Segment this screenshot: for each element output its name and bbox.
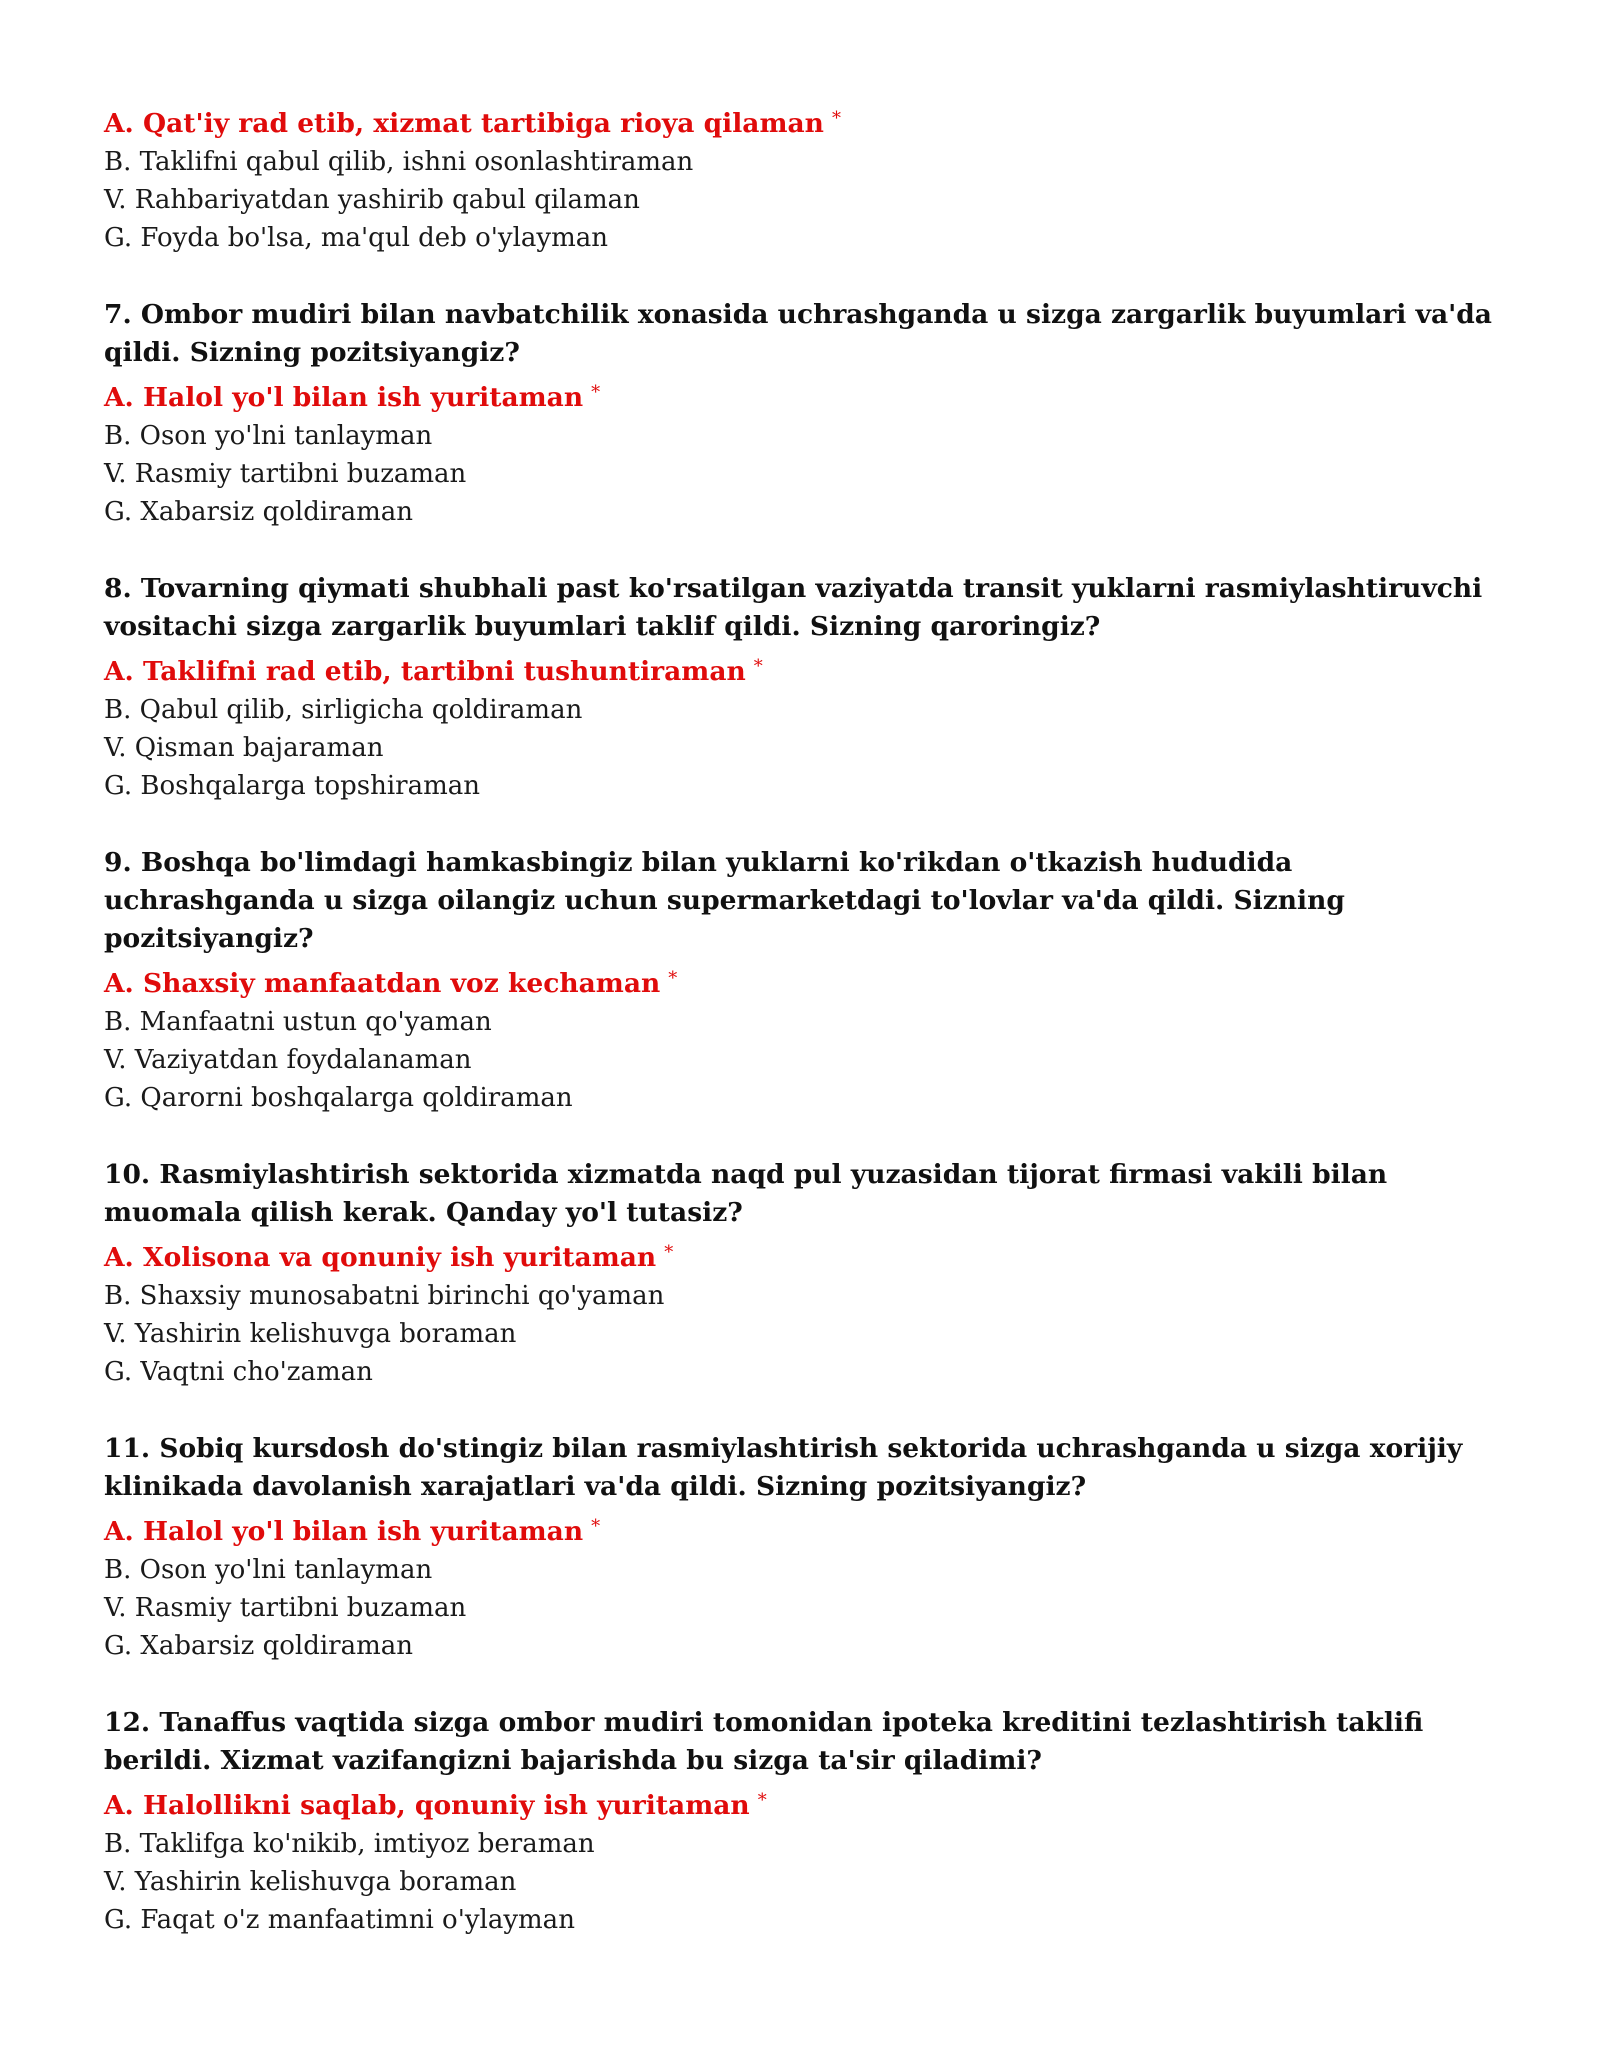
question-block — [104, 844, 1500, 1117]
answer-option: G. Boshqalarga topshiraman — [104, 771, 480, 801]
answer-option: G. Xabarsiz qoldiraman — [104, 497, 413, 527]
spacer — [104, 805, 1500, 844]
answer-text: A. Xolisona va qonuniy ish yuritaman — [104, 1242, 657, 1273]
answer-option: B. Taklifga ko'nikib, imtiyoz beraman — [104, 1829, 595, 1859]
answer-marker: * — [831, 108, 841, 129]
correct-answer — [104, 960, 1500, 1003]
answer-option: G. Xabarsiz qoldiraman — [104, 1631, 413, 1661]
spacer — [104, 1391, 1500, 1430]
question-text: 10. Rasmiylashtirish sektorida xizmatda naqd pul yuzasidan tijorat firmasi vakili bilan muomala qilish kerak. Qanday yo'l tutasiz? — [104, 1159, 1388, 1228]
question-block — [104, 570, 1500, 805]
spacer — [104, 531, 1500, 570]
answer-option: B. Taklifni qabul qilib, ishni osonlashtiraman — [104, 147, 694, 177]
answer-text: A. Qat'iy rad etib, xizmat tartibiga rioya qilaman — [104, 108, 824, 139]
answer-marker: * — [591, 1516, 601, 1537]
answer-option: G. Faqat o'z manfaatimni o'ylayman — [104, 1905, 575, 1935]
top-options-block — [104, 100, 1500, 257]
answer-text: A. Halol yo'l bilan ish yuritaman — [104, 1516, 584, 1547]
correct-answer — [104, 648, 1500, 691]
spacer — [104, 1117, 1500, 1156]
question-text: 12. Tanaffus vaqtida sizga ombor mudiri tomonidan ipoteka kreditini tezlashtirish taklifi berildi. Xizmat vazifangizni bajarishda bu sizga ta'sir qiladimi? — [104, 1707, 1424, 1776]
correct-answer — [104, 100, 1500, 143]
answer-option: B. Oson yo'lni tanlayman — [104, 421, 433, 451]
answer-option: G. Qarorni boshqalarga qoldiraman — [104, 1083, 573, 1113]
answer-text: A. Shaxsiy manfaatdan voz kechaman — [104, 968, 661, 999]
correct-answer — [104, 1782, 1500, 1825]
answer-option: B. Manfaatni ustun qo'yaman — [104, 1007, 492, 1037]
answer-option: V. Rasmiy tartibni buzaman — [104, 459, 467, 489]
answer-option: G. Foyda bo'lsa, ma'qul deb o'ylayman — [104, 223, 608, 253]
answer-text: A. Taklifni rad etib, tartibni tushuntiraman — [104, 656, 746, 687]
spacer — [104, 1665, 1500, 1704]
question-list — [104, 296, 1500, 1939]
question-text: 7. Ombor mudiri bilan navbatchilik xonasida uchrashganda u sizga zargarlik buyumlari va'da qildi. Sizning pozitsiyangiz? — [104, 299, 1492, 368]
answer-option: V. Yashirin kelishuvga boraman — [104, 1319, 517, 1349]
answer-marker: * — [753, 656, 763, 677]
answer-marker: * — [591, 382, 601, 403]
answer-marker: * — [757, 1790, 767, 1811]
answer-option: B. Shaxsiy munosabatni birinchi qo'yaman — [104, 1281, 665, 1311]
correct-answer — [104, 374, 1500, 417]
correct-answer — [104, 1234, 1500, 1277]
question-block — [104, 1430, 1500, 1665]
answer-option: V. Rahbariyatdan yashirib qabul qilaman — [104, 185, 640, 215]
answer-option: G. Vaqtni cho'zaman — [104, 1357, 373, 1387]
answer-option: V. Yashirin kelishuvga boraman — [104, 1867, 517, 1897]
correct-answer — [104, 1508, 1500, 1551]
answer-marker: * — [664, 1242, 674, 1263]
question-text: 8. Tovarning qiymati shubhali past ko'rsatilgan vaziyatda transit yuklarni rasmiylashtiruvchi vositachi sizga zargarlik buyumlari taklif qildi. Sizning qaroringiz? — [104, 573, 1483, 642]
question-text: 11. Sobiq kursdosh do'stingiz bilan rasmiylashtirish sektorida uchrashganda u sizga xorijiy klinikada davolanish xarajatlari va'da qildi. Sizning pozitsiyangiz? — [104, 1433, 1463, 1502]
answer-option: V. Rasmiy tartibni buzaman — [104, 1593, 467, 1623]
spacer — [104, 257, 1500, 296]
answer-marker: * — [668, 968, 678, 989]
question-text: 9. Boshqa bo'limdagi hamkasbingiz bilan yuklarni ko'rikdan o'tkazish hududida uchrashganda u sizga oilangiz uchun supermarketdagi to'lovlar va'da qildi. Sizning pozitsiyangiz? — [104, 847, 1345, 954]
question-block — [104, 1704, 1500, 1939]
answer-option: V. Vaziyatdan foydalanaman — [104, 1045, 472, 1075]
question-block — [104, 1156, 1500, 1391]
answer-option: B. Qabul qilib, sirligicha qoldiraman — [104, 695, 583, 725]
answer-option: B. Oson yo'lni tanlayman — [104, 1555, 433, 1585]
answer-option: V. Qisman bajaraman — [104, 733, 384, 763]
answer-text: A. Halol yo'l bilan ish yuritaman — [104, 382, 584, 413]
question-block — [104, 296, 1500, 531]
answer-text: A. Halollikni saqlab, qonuniy ish yuritaman — [104, 1790, 750, 1821]
